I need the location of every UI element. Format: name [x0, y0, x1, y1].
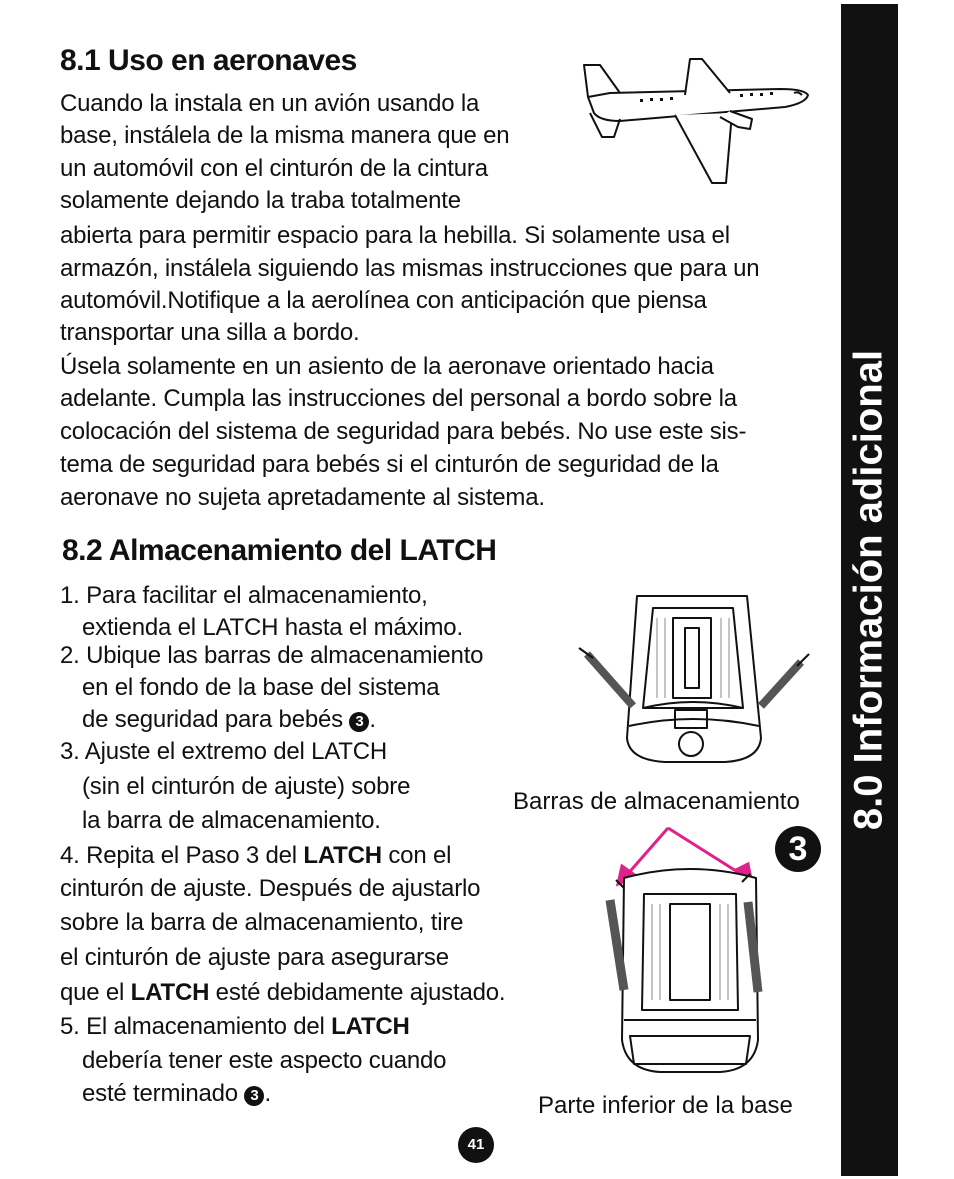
- step-5-line: [82, 1078, 271, 1110]
- figure-number-badge: 3: [775, 826, 821, 872]
- step-1-line: 1. Para facilitar el almacenamiento,: [60, 582, 428, 609]
- paragraph-line: automóvil.Notifique a la aerolínea con anticipación que piensa: [60, 287, 707, 314]
- paragraph-line: un automóvil con el cinturón de la cintura: [60, 155, 488, 182]
- paragraph-line: abierta para permitir espacio para la hebilla. Si solamente usa el: [60, 222, 730, 249]
- step-4-text: 4. Repita el Paso 3 del: [60, 842, 304, 869]
- step-3-line: (sin el cinturón de ajuste) sobre: [82, 773, 411, 800]
- step-5-text: 5. El almacenamiento del: [60, 1013, 332, 1040]
- paragraph-line: base, instálela de la misma manera que en: [60, 122, 510, 149]
- figure-3-reference-icon: 3: [349, 712, 369, 732]
- step-5-line: [60, 1011, 410, 1043]
- base-underside-illustration: [600, 860, 780, 1080]
- period: .: [369, 706, 376, 733]
- paragraph-line: aeronave no sujeta apretadamente al sistema.: [60, 484, 545, 511]
- step-2-text: de seguridad para bebés: [82, 706, 350, 733]
- step-4-line: sobre la barra de almacenamiento, tire: [60, 909, 464, 936]
- step-4-line: el cinturón de ajuste para asegurarse: [60, 944, 449, 971]
- latch-bold: LATCH: [130, 979, 210, 1006]
- step-2-line: en el fondo de la base del sistema: [82, 674, 440, 701]
- latch-bold: LATCH: [303, 842, 382, 869]
- step-4-text: con el: [381, 842, 452, 869]
- paragraph-line: adelante. Cumpla las instrucciones del personal a bordo sobre la: [60, 385, 737, 412]
- period: .: [264, 1080, 271, 1107]
- figure-caption-top: Barras de almacenamiento: [513, 788, 800, 815]
- step-3-line: la barra de almacenamiento.: [82, 807, 381, 834]
- paragraph-line: Cuando la instala en un avión usando la: [60, 90, 480, 117]
- step-4-text: esté debidamente ajustado.: [209, 979, 506, 1006]
- paragraph-line: colocación del sistema de seguridad para bebés. No use este sis-: [60, 418, 747, 445]
- sidebar-title: 8.0 Información adicional: [846, 349, 891, 831]
- section-heading-aeronaves: 8.1 Uso en aeronaves: [60, 44, 357, 77]
- step-4-line: [60, 977, 505, 1009]
- paragraph-line: Úsela solamente en un asiento de la aeronave orientado hacia: [60, 353, 714, 380]
- paragraph-line: solamente dejando la traba totalmente: [60, 187, 461, 214]
- latch-bold: LATCH: [331, 1013, 410, 1040]
- figure-caption-bottom: Parte inferior de la base: [538, 1092, 793, 1119]
- paragraph-line: transportar una silla a bordo.: [60, 319, 360, 346]
- step-4-text: que el: [60, 979, 131, 1006]
- step-1-line: extienda el LATCH hasta el máximo.: [82, 614, 463, 641]
- airplane-illustration: [580, 55, 820, 190]
- step-5-line: debería tener este aspecto cuando: [82, 1047, 447, 1074]
- step-5-text: esté terminado: [82, 1080, 245, 1107]
- step-4-line: cinturón de ajuste. Después de ajustarlo: [60, 875, 481, 902]
- car-seat-base-latch-illustration: [565, 588, 825, 768]
- step-4-line: [60, 840, 451, 872]
- page-number: 41: [458, 1127, 494, 1163]
- figure-3-reference-icon: 3: [244, 1086, 264, 1106]
- paragraph-line: tema de seguridad para bebés si el cinturón de seguridad de la: [60, 451, 719, 478]
- paragraph-line: armazón, instálela siguiendo las mismas instrucciones que para un: [60, 255, 760, 282]
- section-heading-latch: 8.2 Almacenamiento del LATCH: [62, 534, 497, 567]
- step-2-line: [82, 704, 376, 736]
- step-3-line: 3. Ajuste el extremo del LATCH: [60, 738, 388, 765]
- step-2-line: 2. Ubique las barras de almacenamiento: [60, 642, 484, 669]
